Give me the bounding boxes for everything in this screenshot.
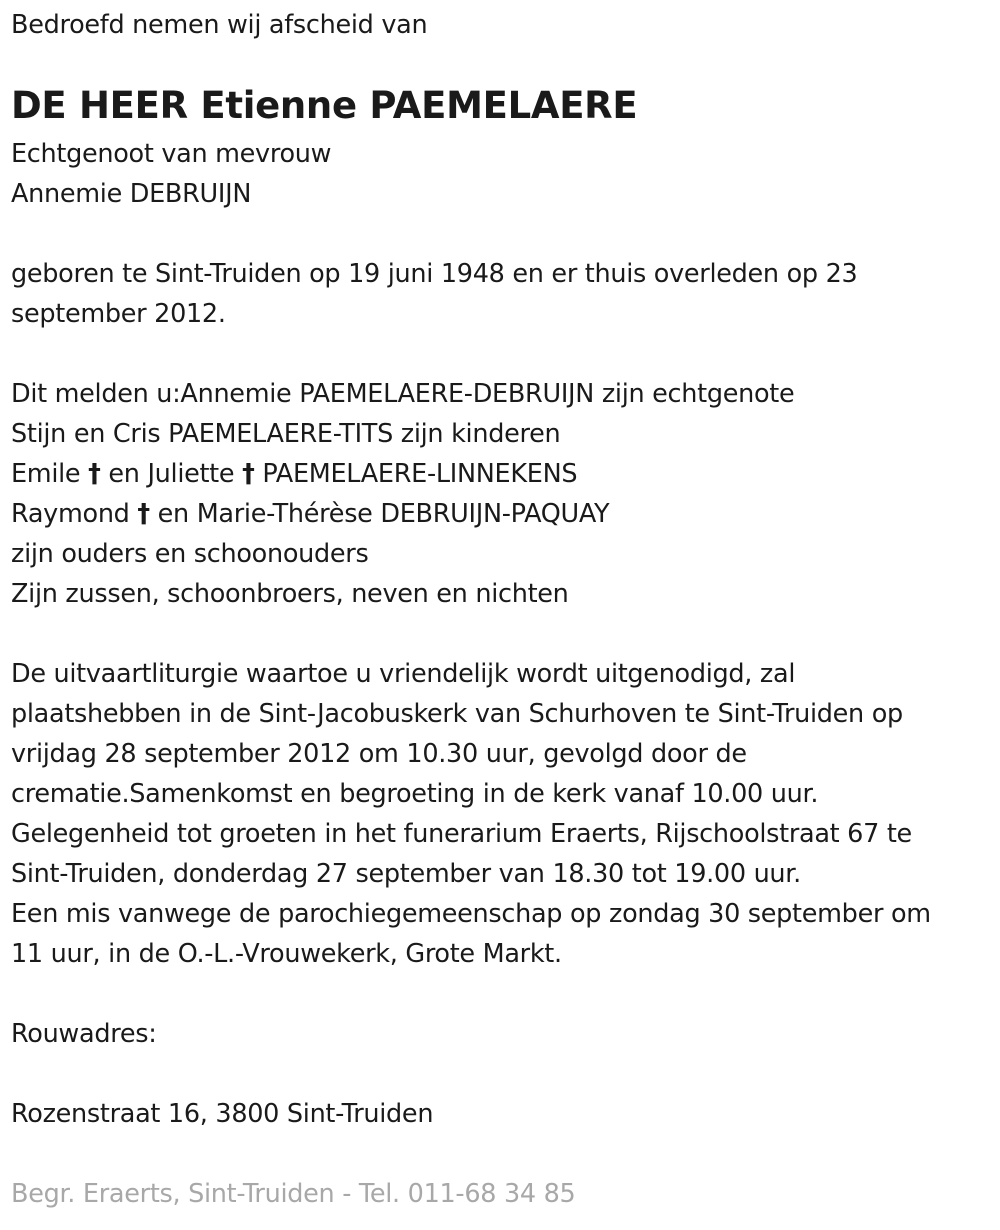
- family-line-parents: [11, 454, 794, 494]
- intro-text: Bedroefd nemen wij afscheid van: [11, 10, 428, 40]
- family-line: zijn ouders en schoonouders: [11, 539, 369, 569]
- service-line: Een mis vanwege de parochiegemeenschap op zondag 30 september om: [11, 899, 931, 929]
- service-line: De uitvaartliturgie waartoe u vriendelijk wordt uitgenodigd, zal: [11, 659, 796, 689]
- family-line-parents-in-law: [11, 494, 794, 534]
- cross-icon: †: [137, 499, 150, 529]
- parent-name: Emile: [11, 459, 81, 489]
- spouse-line: Annemie DEBRUIJN: [11, 179, 252, 209]
- family-line: Stijn en Cris PAEMELAERE-TITS zijn kinderen: [11, 419, 561, 449]
- birth-line: geboren te Sint-Truiden op 19 juni 1948 en er thuis overleden op 23: [11, 259, 858, 289]
- service-line: vrijdag 28 september 2012 om 10.30 uur, gevolgd door de: [11, 739, 747, 769]
- cross-icon: †: [242, 459, 255, 489]
- cross-icon: †: [88, 459, 101, 489]
- parent-in-law-name: Raymond: [11, 499, 130, 529]
- service-line: plaatshebben in de Sint-Jacobuskerk van Schurhoven te Sint-Truiden op: [11, 699, 903, 729]
- service-line: Sint-Truiden, donderdag 27 september van 18.30 tot 19.00 uur.: [11, 859, 801, 889]
- parent-in-law-name: en Marie-Thérèse DEBRUIJN-PAQUAY: [157, 499, 610, 529]
- service-block: [11, 654, 931, 974]
- spouse-block: [11, 134, 331, 214]
- parent-name: en Juliette: [108, 459, 235, 489]
- family-block: [11, 374, 794, 614]
- spouse-line: Echtgenoot van mevrouw: [11, 139, 332, 169]
- family-line: Zijn zussen, schoonbroers, neven en nichten: [11, 579, 569, 609]
- service-line: Gelegenheid tot groeten in het funerarium Eraerts, Rijschoolstraat 67 te: [11, 819, 912, 849]
- service-line: 11 uur, in de O.-L.-Vrouwekerk, Grote Markt.: [11, 939, 562, 969]
- rouwadres-label: Rouwadres:: [11, 1019, 157, 1049]
- parent-surname: PAEMELAERE-LINNEKENS: [262, 459, 578, 489]
- family-line: Dit melden u:Annemie PAEMELAERE-DEBRUIJN zijn echtgenote: [11, 379, 795, 409]
- birth-block: [11, 254, 857, 334]
- deceased-name: DE HEER Etienne PAEMELAERE: [11, 84, 638, 127]
- funeral-home-footer: Begr. Eraerts, Sint-Truiden - Tel. 011-68 34 85: [11, 1179, 576, 1209]
- birth-line: september 2012.: [11, 299, 226, 329]
- service-line: crematie.Samenkomst en begroeting in de kerk vanaf 10.00 uur.: [11, 779, 819, 809]
- rouwadres-address: Rozenstraat 16, 3800 Sint-Truiden: [11, 1099, 434, 1129]
